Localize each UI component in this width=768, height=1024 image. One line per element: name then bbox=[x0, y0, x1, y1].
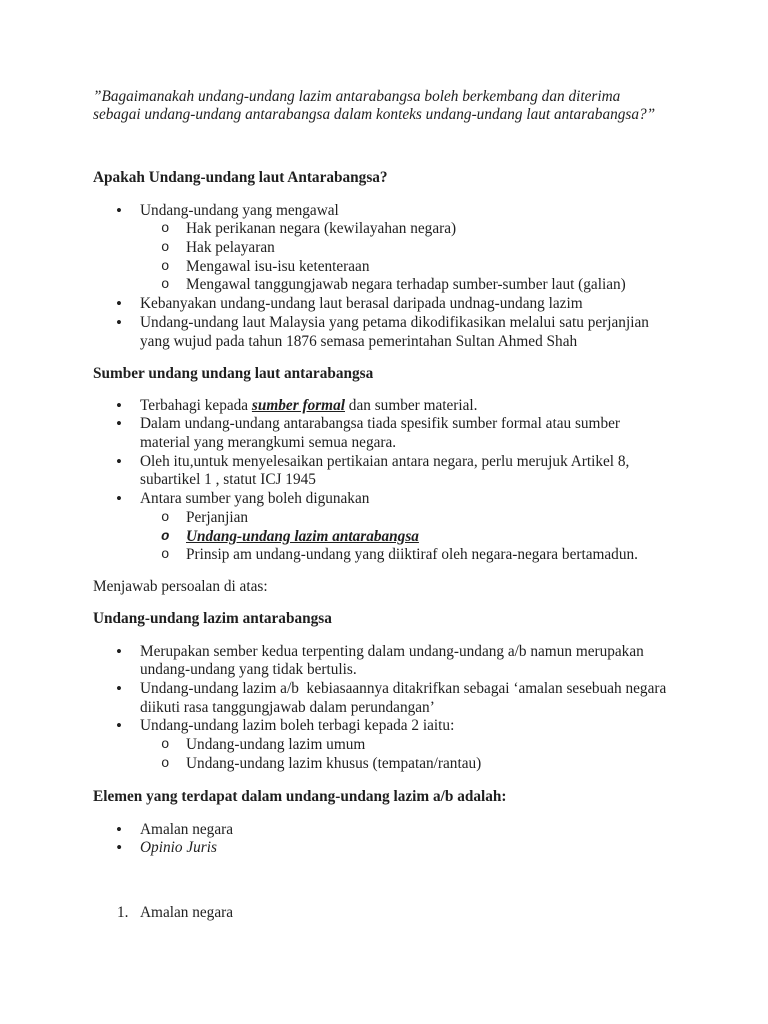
sub-list-item bbox=[0, 736, 768, 755]
sub-bullet-marker: o bbox=[161, 737, 170, 754]
bullet-marker: • bbox=[116, 414, 122, 434]
bullet-marker: • bbox=[116, 200, 122, 220]
list-item-text-continued: undang-undang yang tidak bertulis. bbox=[140, 661, 357, 679]
section-1-heading-block bbox=[0, 169, 768, 188]
section-4-heading-block bbox=[0, 788, 768, 807]
sub-bullet-marker: o bbox=[161, 755, 170, 772]
sub-list-item-text: Hak pelayaran bbox=[186, 239, 275, 257]
sub-list-item-text: Hak perikanan negara (kewilayahan negara) bbox=[186, 220, 457, 238]
numbered-list bbox=[0, 904, 768, 923]
sub-list-item bbox=[0, 528, 768, 547]
text-run: Terbahagi kepada bbox=[140, 396, 252, 414]
list-item-text: Undang-undang lazim a/b kebiasaannya ditakrifkan sebagai ‘amalan sesebuah negara bbox=[140, 680, 667, 698]
section-1-heading: Apakah Undang-undang laut Antarabangsa? bbox=[93, 168, 388, 186]
list-item-text: Undang-undang laut Malaysia yang petama dikodifikasikan melalui satu perjanjian bbox=[140, 313, 649, 331]
sub-list bbox=[0, 220, 768, 295]
list-item-text: Antara sumber yang boleh digunakan bbox=[140, 490, 370, 508]
list-item-text-continued: diikuti rasa tanggungjawab dalam perundangan’ bbox=[140, 698, 435, 716]
sub-bullet-marker: o bbox=[161, 528, 170, 545]
section-4-heading: Elemen yang terdapat dalam undang-undang lazim a/b adalah: bbox=[93, 787, 507, 805]
bullet-marker: • bbox=[116, 679, 122, 699]
bullet-marker: • bbox=[116, 716, 122, 736]
section-2-heading-block bbox=[0, 365, 768, 384]
list-item bbox=[0, 821, 768, 840]
sub-list bbox=[0, 509, 768, 565]
list-item bbox=[0, 202, 768, 295]
list-item-text: Opinio Juris bbox=[140, 839, 217, 857]
list-item-text: Merupakan sember kedua terpenting dalam undang-undang a/b namun merupakan bbox=[140, 642, 644, 660]
list-item-text: Undang-undang lazim boleh terbagi kepada 2 iaitu: bbox=[140, 717, 455, 735]
bullet-marker: • bbox=[116, 489, 122, 509]
number-marker: 1. bbox=[117, 903, 129, 921]
list-item bbox=[0, 295, 768, 314]
section-2-list bbox=[0, 397, 768, 565]
list-item bbox=[0, 415, 768, 452]
sub-list-item bbox=[0, 546, 768, 565]
sub-bullet-marker: o bbox=[161, 240, 170, 257]
sub-bullet-marker: o bbox=[161, 221, 170, 238]
sub-list-item-text: Mengawal tanggungjawab negara terhadap sumber-sumber laut (galian) bbox=[186, 276, 626, 294]
sub-list-item bbox=[0, 258, 768, 277]
sub-list-item bbox=[0, 239, 768, 258]
list-item-text: Oleh itu,untuk menyelesaikan pertikaian antara negara, perlu merujuk Artikel 8, bbox=[140, 452, 630, 470]
bullet-marker: • bbox=[116, 312, 122, 332]
list-item-text-continued: yang wujud pada tahun 1876 semasa pemerintahan Sultan Ahmed Shah bbox=[140, 332, 578, 350]
section-1-list bbox=[0, 202, 768, 352]
sub-list-item-text: Perjanjian bbox=[186, 508, 249, 526]
question-block bbox=[0, 88, 768, 125]
list-item bbox=[0, 453, 768, 490]
list-item-text: Kebanyakan undang-undang laut berasal daripada undnag-undang lazim bbox=[140, 295, 583, 313]
list-item bbox=[0, 397, 768, 416]
list-item-text: Dalam undang-undang antarabangsa tiada spesifik sumber formal atau sumber bbox=[140, 415, 620, 433]
list-item-text-continued: subartikel 1 , statut ICJ 1945 bbox=[140, 471, 316, 489]
sub-bullet-marker: o bbox=[161, 509, 170, 526]
list-item bbox=[0, 643, 768, 680]
list-item bbox=[0, 680, 768, 717]
sub-bullet-marker: o bbox=[161, 277, 170, 294]
list-item bbox=[0, 717, 768, 773]
emphasized-term: Undang-undang lazim antarabangsa bbox=[186, 527, 419, 545]
sub-list-item bbox=[0, 509, 768, 528]
sub-list-item-text: Undang-undang lazim umum bbox=[186, 736, 366, 754]
sub-bullet-marker: o bbox=[161, 547, 170, 564]
sub-list-item bbox=[0, 220, 768, 239]
bullet-marker: • bbox=[116, 819, 122, 839]
bullet-marker: • bbox=[116, 641, 122, 661]
section-3-heading: Undang-undang lazim antarabangsa bbox=[93, 609, 332, 627]
sub-list-item-text: Prinsip am undang-undang yang diiktiraf oleh negara-negara bertamadun. bbox=[186, 546, 638, 564]
sub-list-item-text bbox=[0, 528, 768, 547]
sub-list-item-text: Undang-undang lazim khusus (tempatan/rantau) bbox=[186, 754, 482, 772]
list-item-text-continued: material yang merangkumi semua negara. bbox=[140, 434, 397, 452]
section-3-heading-block bbox=[0, 610, 768, 629]
sub-list-item bbox=[0, 276, 768, 295]
question-line-1: ”Bagaimanakah undang-undang lazim antarabangsa boleh berkembang dan diterima bbox=[93, 87, 621, 105]
numbered-item-text: Amalan negara bbox=[140, 903, 234, 921]
bullet-marker: • bbox=[116, 451, 122, 471]
list-item bbox=[0, 314, 768, 351]
list-item-text: Amalan negara bbox=[140, 820, 234, 838]
list-item-text: Undang-undang yang mengawal bbox=[140, 201, 339, 219]
bullet-marker: • bbox=[116, 395, 122, 415]
section-2-heading: Sumber undang undang laut antarabangsa bbox=[93, 364, 374, 382]
numbered-item bbox=[0, 904, 768, 923]
text-run: dan sumber material. bbox=[344, 396, 478, 414]
sub-list-item-text: Mengawal isu-isu ketenteraan bbox=[186, 257, 370, 275]
section-4-list bbox=[0, 821, 768, 858]
emphasized-term: sumber formal bbox=[251, 396, 345, 414]
transition-block bbox=[0, 578, 768, 597]
bullet-marker: • bbox=[116, 294, 122, 314]
list-item bbox=[0, 839, 768, 858]
section-3-list bbox=[0, 643, 768, 774]
bullet-marker: • bbox=[116, 838, 122, 858]
sub-list-item bbox=[0, 755, 768, 774]
transition-text: Menjawab persoalan di atas: bbox=[93, 577, 268, 595]
list-item bbox=[0, 490, 768, 565]
question-line-2: sebagai undang-undang antarabangsa dalam konteks undang-undang laut antarabangsa?” bbox=[93, 106, 656, 124]
sub-bullet-marker: o bbox=[161, 258, 170, 275]
sub-list bbox=[0, 736, 768, 773]
